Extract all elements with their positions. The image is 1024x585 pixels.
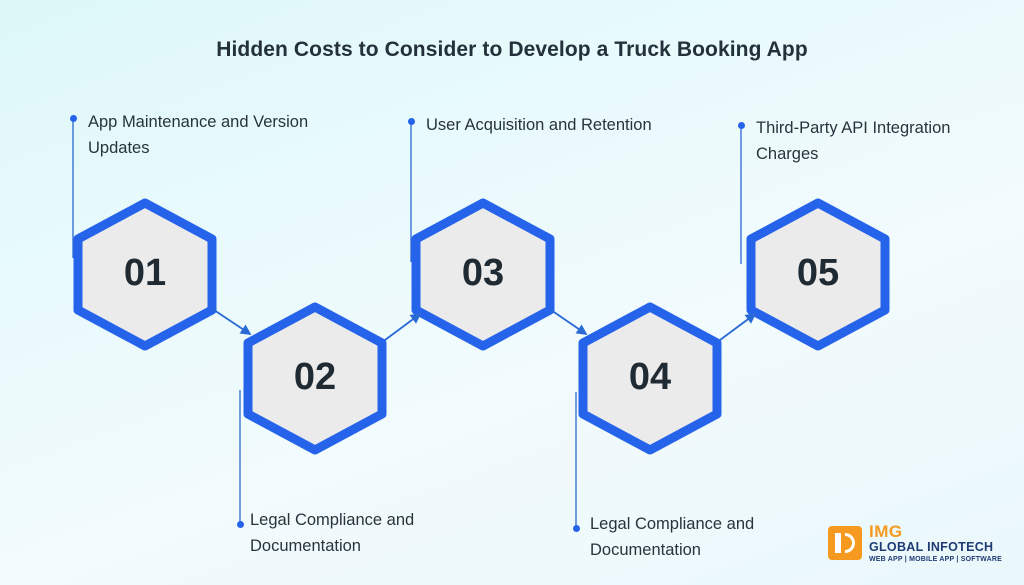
bullet-dot-02 xyxy=(237,521,244,528)
logo-mark-icon xyxy=(828,526,862,560)
bullet-dot-03 xyxy=(408,118,415,125)
step-label-04: Legal Compliance and Documentation xyxy=(590,515,755,559)
step-number-05: 05 xyxy=(796,252,840,294)
step-number-02: 02 xyxy=(293,356,337,398)
step-label-03: User Acquisition and Retention xyxy=(426,116,652,134)
company-logo xyxy=(828,523,1002,563)
bullet-dot-05 xyxy=(738,122,745,129)
logo-line-2: GLOBAL INFOTECH xyxy=(868,539,994,554)
step-label-02: Legal Compliance and Documentation xyxy=(250,511,415,555)
step-label-05: Third-Party API Integration Charges xyxy=(756,119,951,163)
step-label-01: App Maintenance and Version Updates xyxy=(88,113,309,157)
step-number-01: 01 xyxy=(123,252,167,294)
bullet-dot-04 xyxy=(573,525,580,532)
logo-line-1: IMG xyxy=(868,521,903,541)
logo-text xyxy=(869,523,1002,563)
bullet-dot-01 xyxy=(70,115,77,122)
step-number-03: 03 xyxy=(461,252,505,294)
logo-line-3: WEB APP | MOBILE APP | SOFTWARE xyxy=(868,555,1002,563)
step-number-04: 04 xyxy=(628,356,672,398)
page-title: Hidden Costs to Consider to Develop a Truck Booking App xyxy=(216,38,808,61)
